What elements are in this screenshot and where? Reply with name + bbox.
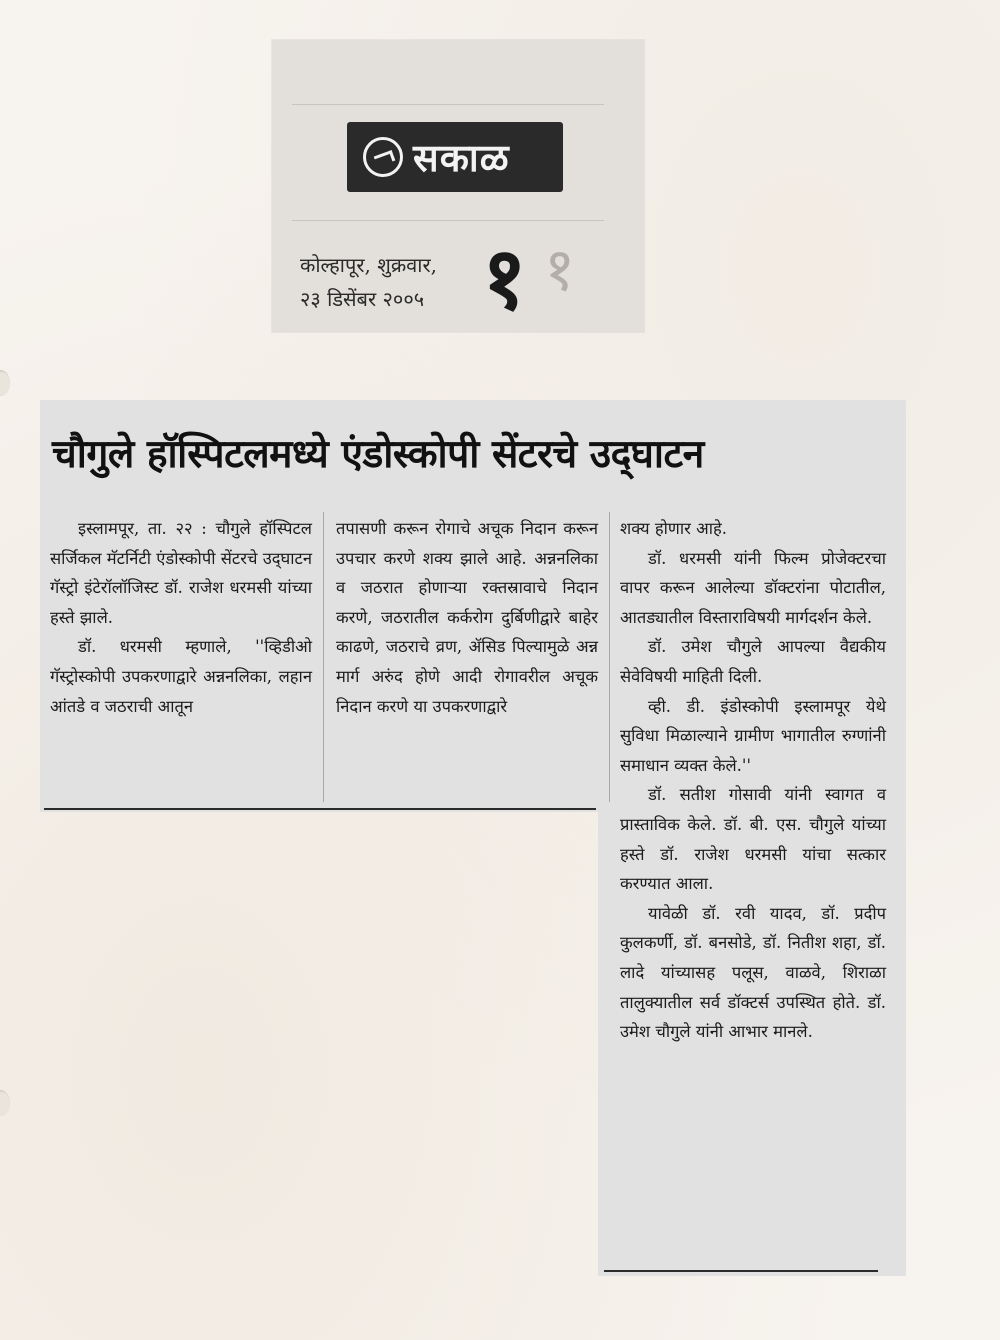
bottom-rule [604,1270,878,1272]
article-column-3 [620,514,886,1047]
masthead-clipping [272,40,644,332]
dateline-place-day: कोल्हापूर, शुक्रवार, [300,253,438,277]
article-paragraph: डॉ. उमेश चौगुले आपल्या वैद्यकीय सेवेविषयी माहिती दिली. [620,637,886,686]
logo-emblem-icon [363,137,403,177]
bottom-rule [44,808,596,810]
article-paragraph: यावेळी डॉ. रवी यादव, डॉ. प्रदीप कुलकर्णी, डॉ. बनसोडे, डॉ. नितीश शहा, डॉ. लादे यांच्यासह पलूस, वाळवे, शिराळा तालुक्यातील सर्व डॉक्टर्स उपस्थित होते. डॉ. उमेश चौगुले यांनी आभार मानले. [620,903,886,1042]
faint-print-line [292,104,604,105]
article-paragraph: इस्लामपूर, ता. २२ : चौगुले हॉस्पिटल सर्जिकल मॅटर्निटी एंडोस्कोपी सेंटरचे उद्‌घाटन गॅस्ट्रो इंटेरॉलॉजिस्ट डॉ. राजेश धरमसी यांच्या हस्ते झाले. [50,519,312,627]
article-paragraph: डॉ. धरमसी म्हणाले, ''व्हिडीओ गॅस्ट्रोस्कोपी उपकरणाद्वारे अन्ननलिका, लहान आंतडे व जठराची आतून [50,637,312,716]
handwritten-page-number: १ [482,228,527,329]
newspaper-logo [347,122,563,192]
article-paragraph: डॉ. सतीश गोसावी यांनी स्वागत व प्रास्ताविक केले. डॉ. बी. एस. चौगुले यांच्या हस्ते डॉ. राजेश धरमसी यांचा सत्कार करण्यात आला. [620,785,886,894]
article-column-1 [50,514,312,721]
article-paragraph: व्ही. डी. इंडोस्कोपी इस्लामपूर येथे सुविधा मिळाल्याने ग्रामीण भागातील रुग्णांनी समाधान व्यक्त केले.'' [620,696,886,775]
column-divider [323,512,324,802]
faint-page-number: १ [544,235,576,305]
dateline-date: २३ डिसेंबर २००५ [300,287,425,311]
article-column-2 [336,514,598,721]
paper-name: सकाळ [413,135,510,180]
article-paragraph: तपासणी करून रोगाचे अचूक निदान करून उपचार करणे शक्य झाले आहे. अन्ननलिका व जठरात होणाऱ्या रक्तस्रावाचे निदान करणे, जठरातील कर्करोग दुर्बिणीद्वारे बाहेर काढणे, जठराचे व्रण, ॲसिड पिल्यामुळे अन्न मार्ग अरुंद होणे आदी रोगावरील अचूक निदान करणे या उपकरणाद्वारे [336,519,598,716]
article-paragraph: शक्य होणार आहे. [620,519,727,538]
faint-print-line [292,220,604,221]
article-headline: चौगुले हॉस्पिटलमध्ये एंडोस्कोपी सेंटरचे उद्‌घाटन [52,432,704,477]
column-divider [609,512,610,802]
article-paragraph: डॉ. धरमसी यांनी फिल्म प्रोजेक्टरचा वापर करून आलेल्या डॉक्टरांना पोटातील, आतड्यातील विस्ताराविषयी मार्गदर्शन केले. [620,548,886,627]
dateline [300,248,437,316]
